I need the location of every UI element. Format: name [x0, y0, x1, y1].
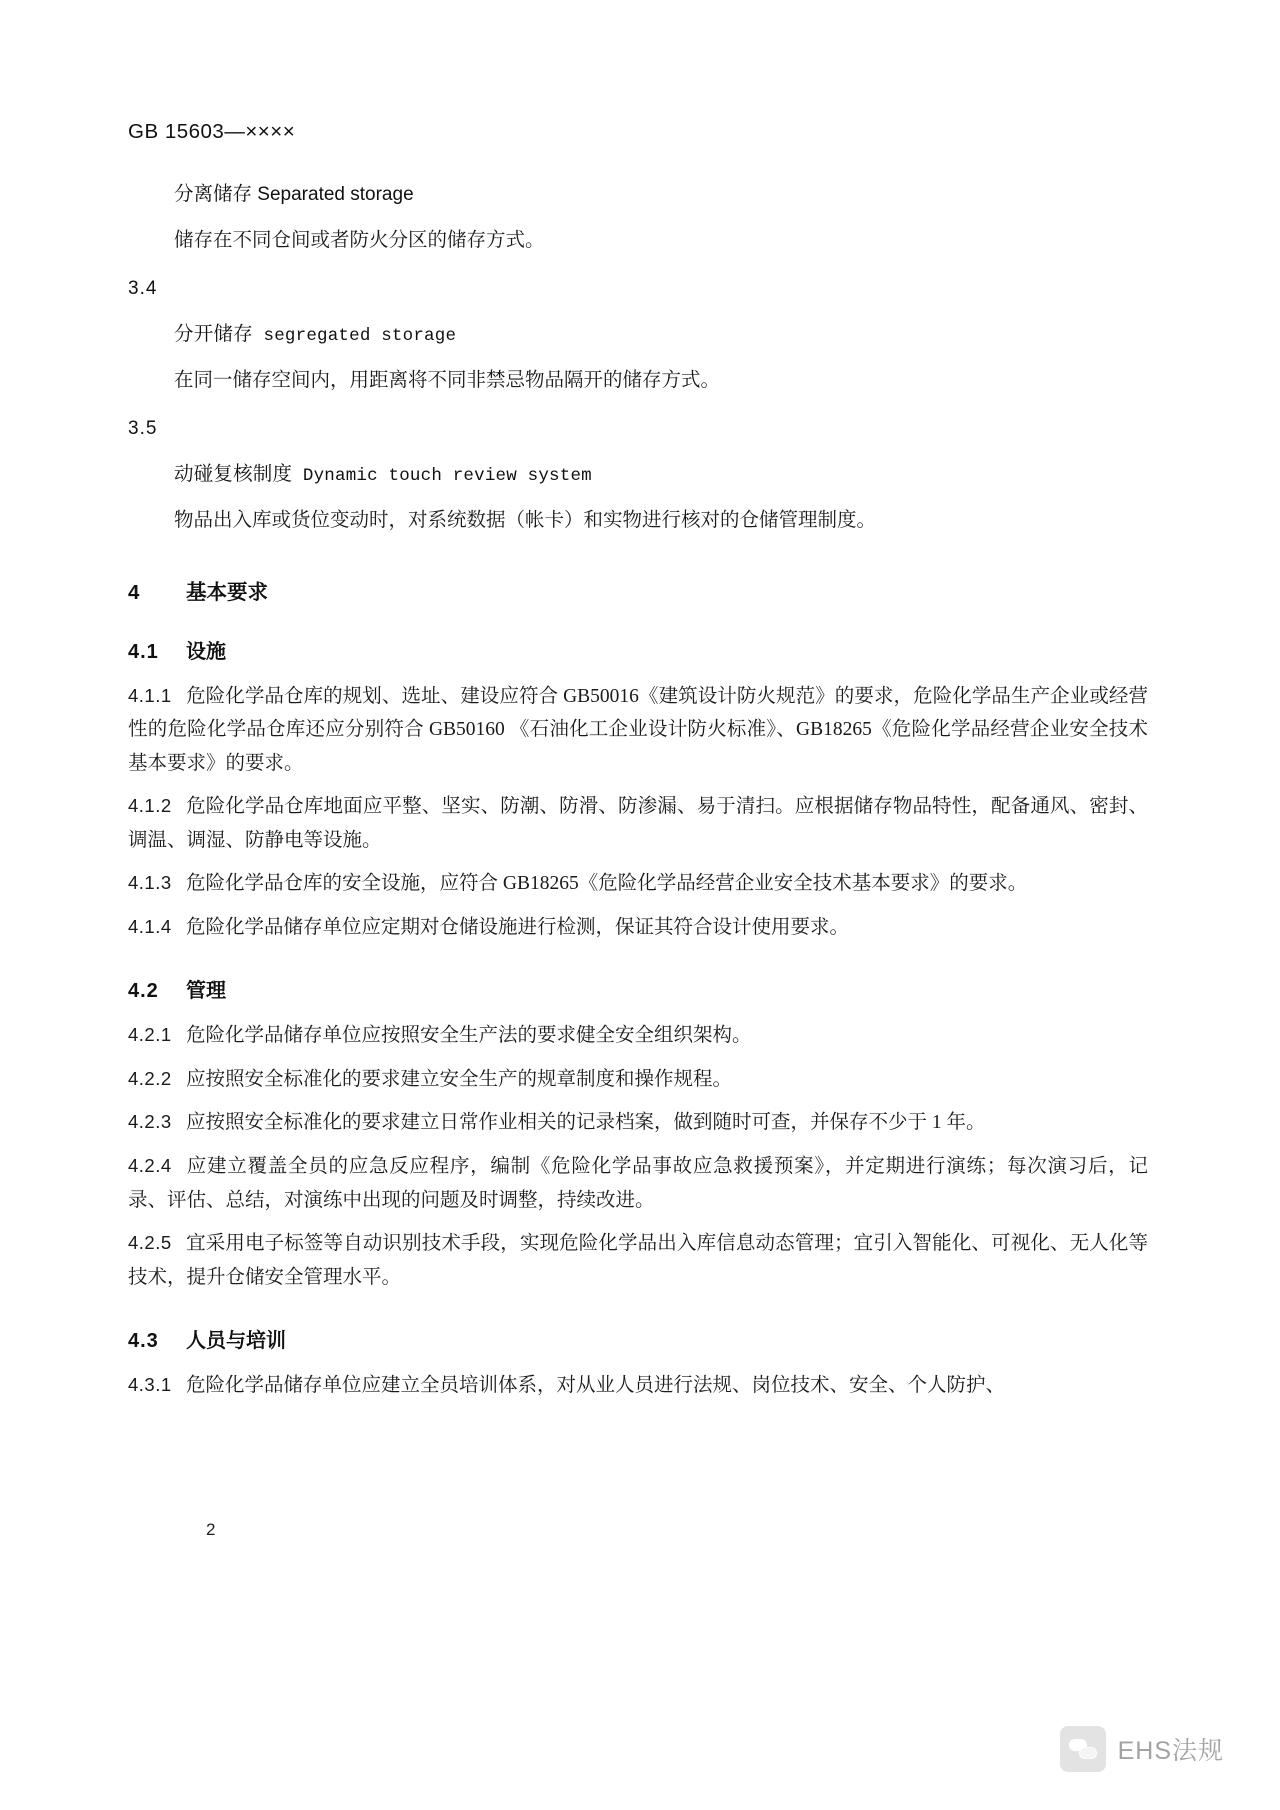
term-heading: [174, 458, 1148, 486]
term-title-cn: 分离储存: [174, 184, 253, 205]
term-title-en: Dynamic touch review system: [302, 466, 592, 487]
paragraph-text: 危险化学品储存单位应建立全员培训体系，对从业人员进行法规、岗位技术、安全、个人防护、: [186, 1375, 1006, 1397]
paragraph-number: 4.2.1: [128, 1024, 172, 1046]
section-title: 管理: [186, 980, 226, 1003]
page-content: [128, 120, 1148, 1413]
paragraph-number: 4.1.1: [128, 684, 172, 706]
paragraph: [128, 867, 1148, 901]
clause-number: 3.5: [128, 418, 158, 440]
section-heading: [128, 1324, 1148, 1353]
paragraph-text: 危险化学品储存单位应按照安全生产法的要求健全安全组织架构。: [186, 1025, 752, 1047]
paragraph-text: 危险化学品储存单位应定期对仓储设施进行检测，保证其符合设计使用要求。: [186, 916, 850, 938]
section-title: 人员与培训: [186, 1330, 286, 1353]
paragraph-number: 4.1.3: [128, 872, 172, 894]
paragraph-text: 危险化学品仓库的规划、选址、建设应符合 GB50016《建筑设计防火规范》的要求，危险化学品生产企业或经营性的危险化学品仓库还应分别符合 GB50160 《石油化工企业设计防火标准》、GB18265《危险化学品经营企业安全技术基本要求》的要求。: [128, 685, 1148, 774]
wechat-logo-icon: [1060, 1726, 1106, 1772]
paragraph-text: 应按照安全标准化的要求建立安全生产的规章制度和操作规程。: [186, 1068, 733, 1090]
paragraph-number: 4.1.4: [128, 915, 172, 937]
term-title-cn: 分开储存: [174, 324, 253, 346]
watermark: [1060, 1726, 1224, 1772]
paragraph: [128, 1369, 1148, 1403]
paragraph: [128, 911, 1148, 945]
term-title-cn: 动碰复核制度: [174, 464, 293, 486]
paragraph-number: 4.2.3: [128, 1111, 172, 1133]
paragraph-number: 4.2.2: [128, 1067, 172, 1089]
paragraph: [128, 1106, 1148, 1140]
paragraph: [128, 680, 1148, 781]
paragraph-number: 4.2.5: [128, 1232, 172, 1254]
paragraph: [128, 1150, 1148, 1217]
paragraph: [128, 1063, 1148, 1097]
section-number: 4.2: [128, 980, 159, 1003]
term-heading: [174, 318, 1148, 346]
paragraph-text: 应按照安全标准化的要求建立日常作业相关的记录档案，做到随时可查，并保存不少于 1 年。: [186, 1112, 986, 1134]
term-definition: 储存在不同仓间或者防火分区的储存方式。: [174, 230, 545, 251]
section-number: 4.1: [128, 640, 159, 663]
paragraph-text: 危险化学品仓库地面应平整、坚实、防潮、防滑、防渗漏、易于清扫。应根据储存物品特性，配备通风、密封、调温、调湿、防静电等设施。: [128, 796, 1148, 851]
chapter-number: 4: [128, 580, 140, 604]
paragraph-text: 危险化学品仓库的安全设施，应符合 GB18265《危险化学品经营企业安全技术基本要求》的要求。: [186, 873, 1028, 895]
term-title-en: Separated storage: [257, 184, 414, 205]
paragraph-number: 4.3.1: [128, 1374, 172, 1396]
paragraph-text: 应建立覆盖全员的应急反应程序，编制《危险化学品事故应急救援预案》，并定期进行演练；每次演习后，记录、评估、总结，对演练中出现的问题及时调整，持续改进。: [128, 1155, 1148, 1211]
term-heading: [174, 178, 1148, 206]
paragraph-number: 4.1.2: [128, 795, 172, 817]
clause-number: 3.4: [128, 278, 158, 300]
page-number: 2: [206, 1520, 216, 1539]
section-heading: [128, 635, 1148, 664]
section-number: 4.3: [128, 1330, 159, 1353]
paragraph: [128, 1227, 1148, 1294]
section-title: 设施: [186, 640, 226, 663]
watermark-label: EHS法规: [1117, 1737, 1224, 1765]
section-heading: [128, 974, 1148, 1003]
term-definition: 物品出入库或货位变动时，对系统数据（帐卡）和实物进行核对的仓储管理制度。: [174, 510, 877, 532]
term-definition: 在同一储存空间内，用距离将不同非禁忌物品隔开的储存方式。: [174, 370, 721, 392]
term-title-en: segregated storage: [263, 326, 457, 347]
chapter-title: 基本要求: [186, 580, 268, 604]
paragraph: [128, 1019, 1148, 1053]
standard-code-header: GB 15603—××××: [128, 120, 296, 143]
paragraph: [128, 790, 1148, 857]
chapter-heading: [128, 575, 1148, 605]
paragraph-text: 宜采用电子标签等自动识别技术手段，实现危险化学品出入库信息动态管理；宜引入智能化、可视化、无人化等技术，提升仓储安全管理水平。: [128, 1233, 1148, 1288]
paragraph-number: 4.2.4: [128, 1154, 172, 1176]
